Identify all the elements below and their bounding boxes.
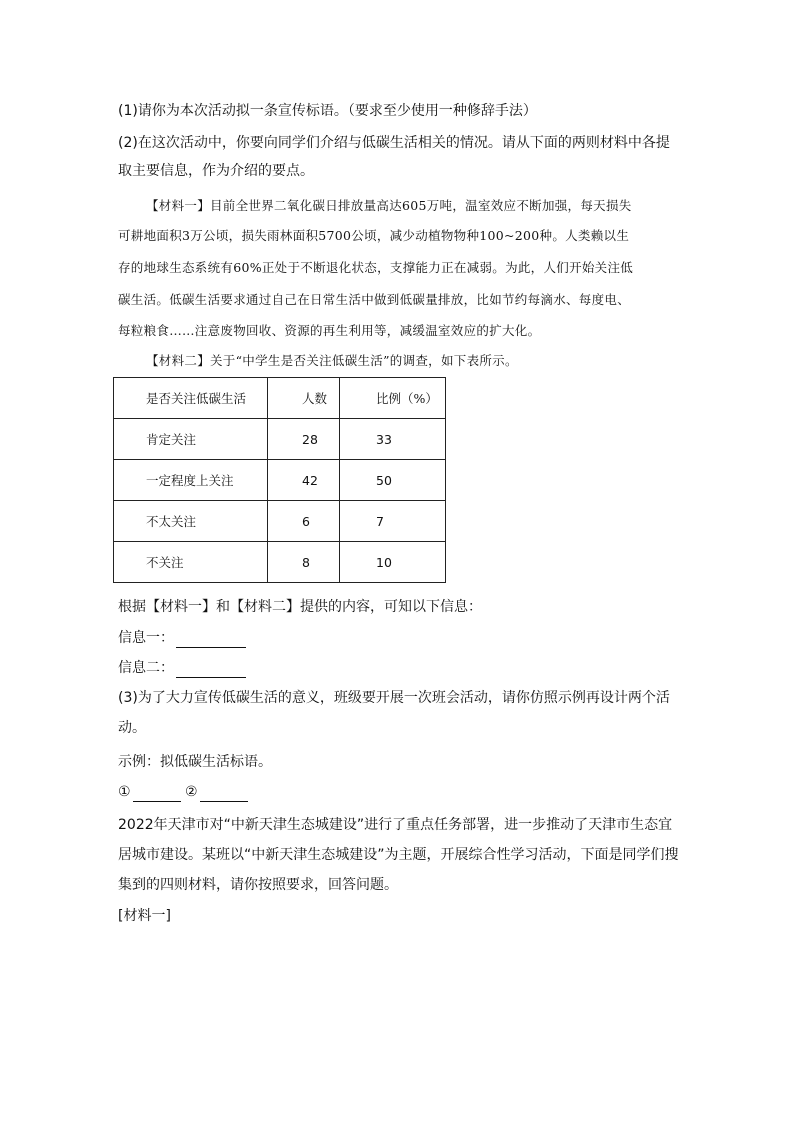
table-cell: 10 [340, 542, 446, 583]
material-1-line-2: 可耕地面积3万公顷，损失雨林面积5700公顷，减少动植物物种100~200种。人类赖以生 [118, 228, 630, 243]
table-cell: 50 [340, 460, 446, 501]
table-cell: 7 [340, 501, 446, 542]
table-row [114, 460, 446, 501]
table-cell: 42 [268, 460, 340, 501]
question-1: (1)请你为本次活动拟一条宣传标语。（要求至少使用一种修辞手法） [118, 103, 537, 119]
info-2-blank[interactable] [176, 662, 246, 678]
table-header-row [114, 378, 446, 419]
table-cell: 8 [268, 542, 340, 583]
table-row [114, 542, 446, 583]
table-cell: 不太关注 [114, 501, 268, 542]
table-row [114, 419, 446, 460]
material-2-intro: 【材料二】关于“中学生是否关注低碳生活”的调查，如下表所示。 [146, 353, 518, 368]
table-header-cell: 比例（%） [340, 378, 446, 419]
circle-2-label: ② [185, 784, 198, 800]
material-1-line-5: 每粒粮食……注意废物回收、资源的再生利用等，减缓温室效应的扩大化。 [118, 323, 541, 338]
table-row [114, 501, 446, 542]
question-2-line-1: (2)在这次活动中，你要向同学们介绍与低碳生活相关的情况。请从下面的两则材料中各提 [118, 135, 670, 151]
table-header-cell: 是否关注低碳生活 [114, 378, 268, 419]
material-heading: [材料一] [118, 908, 171, 924]
paragraph-line-1: 2022年天津市对“中新天津生态城建设”进行了重点任务部署，进一步推动了天津市生态宜 [118, 817, 673, 833]
table-cell: 6 [268, 501, 340, 542]
table-header-cell: 人数 [268, 378, 340, 419]
activity-2-blank[interactable] [200, 786, 248, 802]
question-2-line-2: 取主要信息，作为介绍的要点。 [118, 163, 314, 179]
info-1-blank[interactable] [176, 632, 246, 648]
question-3-line-2: 动。 [118, 720, 146, 736]
material-1-line-1: 【材料一】目前全世界二氧化碳日排放量高达605万吨，温室效应不断加强，每天损失 [146, 198, 632, 213]
info-2-label: 信息二： [118, 660, 174, 676]
info-intro: 根据【材料一】和【材料二】提供的内容，可知以下信息： [118, 599, 482, 615]
example-line: 示例：拟低碳生活标语。 [118, 754, 272, 770]
activity-1-blank[interactable] [133, 786, 181, 802]
survey-table [113, 377, 446, 583]
material-1-line-3: 存的地球生态系统有60%正处于不断退化状态，支撑能力正在减弱。为此，人们开始关注低 [118, 260, 634, 275]
info-1-row [118, 628, 246, 648]
table-cell: 肯定关注 [114, 419, 268, 460]
question-3-line-1: (3)为了大力宣传低碳生活的意义，班级要开展一次班会活动，请你仿照示例再设计两个活 [118, 690, 670, 706]
info-2-row [118, 658, 246, 678]
circle-1-label: ① [118, 784, 131, 800]
table-cell: 33 [340, 419, 446, 460]
table-cell: 一定程度上关注 [114, 460, 268, 501]
material-1-line-4: 碳生活。低碳生活要求通过自己在日常生活中做到低碳量排放，比如节约每滴水、每度电、 [118, 292, 631, 307]
activity-blanks-row [118, 782, 248, 802]
paragraph-line-3: 集到的四则材料，请你按照要求，回答问题。 [118, 877, 398, 893]
table-cell: 不关注 [114, 542, 268, 583]
info-1-label: 信息一： [118, 630, 174, 646]
table-cell: 28 [268, 419, 340, 460]
paragraph-line-2: 居城市建设。某班以“中新天津生态城建设”为主题，开展综合性学习活动，下面是同学们搜 [118, 847, 679, 863]
